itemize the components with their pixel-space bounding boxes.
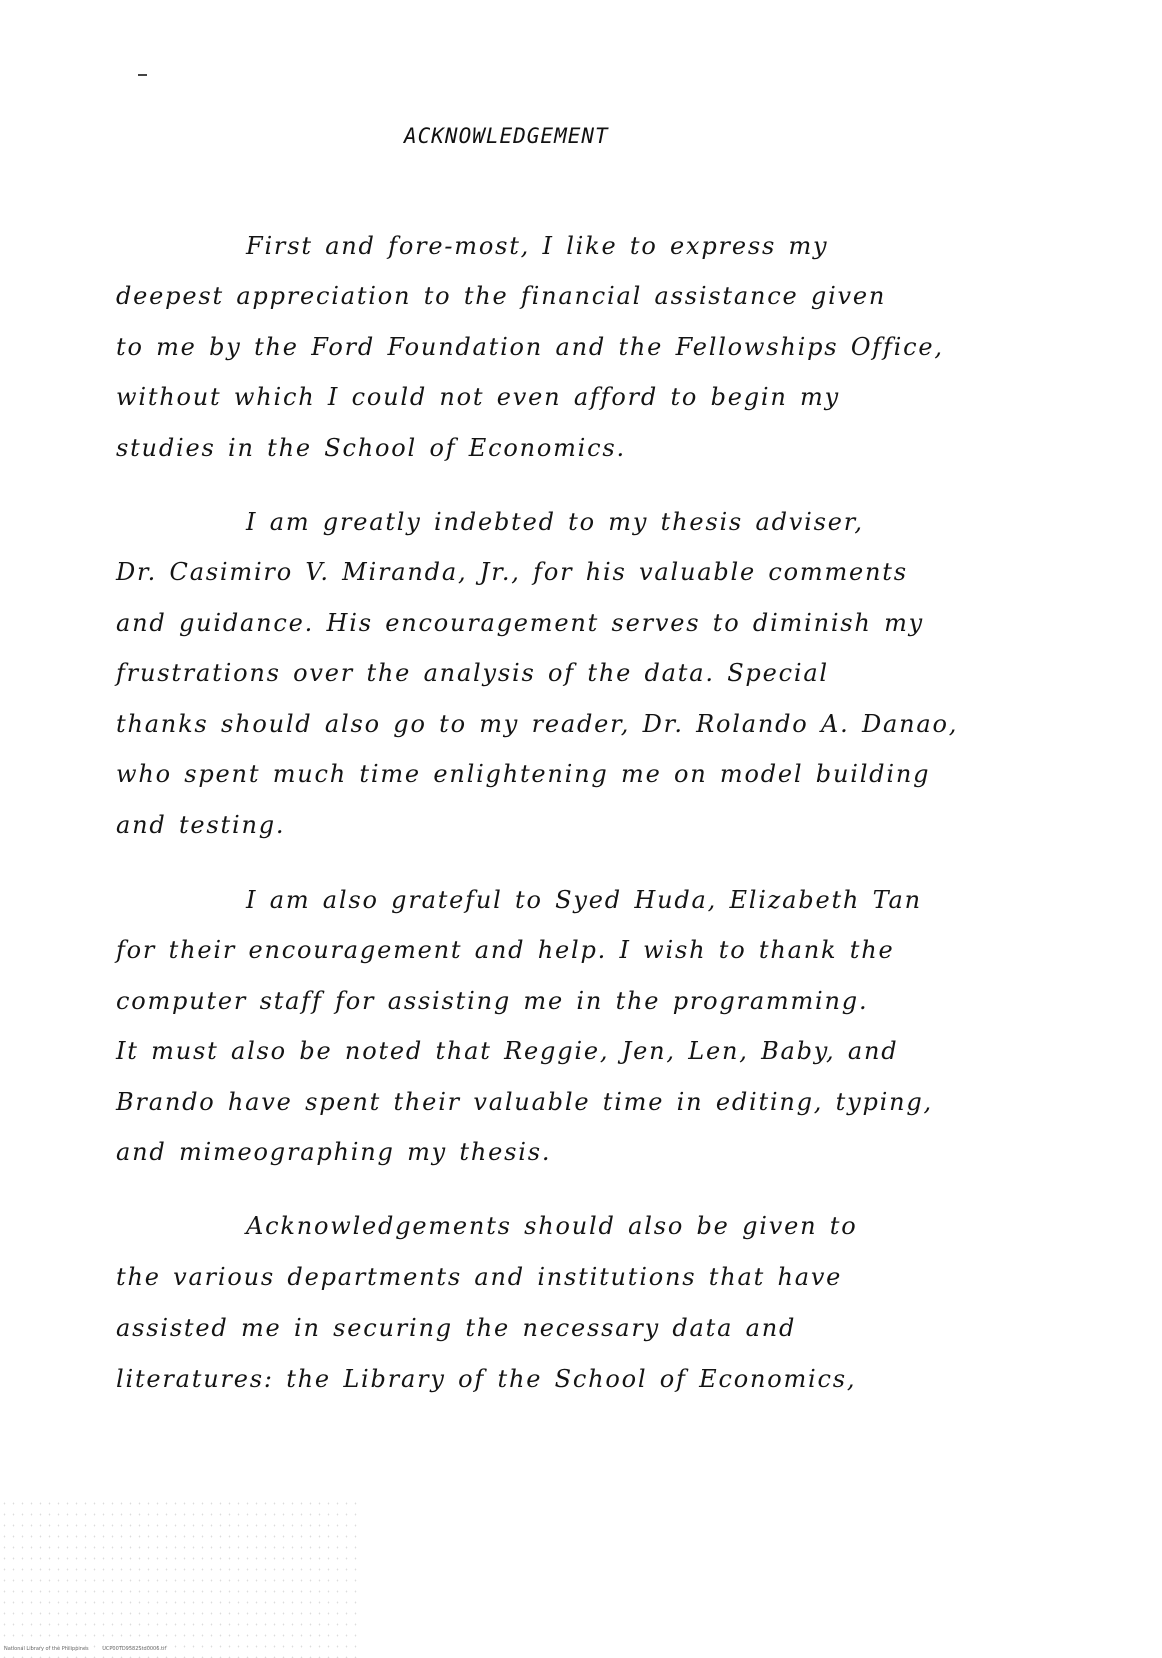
paragraph-1-line-4: without which I could not even afford to begin my bbox=[116, 383, 840, 411]
paragraph-2-line-2: Dr. Casimiro V. Miranda, Jr., for his valuable comments bbox=[116, 558, 908, 586]
paragraph-3-line-3: computer staff for assisting me in the programming. bbox=[116, 987, 869, 1015]
paragraph-2-line-5: thanks should also go to my reader, Dr. Rolando A. Danao, bbox=[116, 710, 959, 738]
paragraph-4-line-4: literatures: the Library of the School of Economics, bbox=[116, 1365, 857, 1393]
paragraph-3-line-4: It must also be noted that Reggie, Jen, Len, Baby, and bbox=[116, 1037, 899, 1065]
footer-file-id: UCP00TD9582Std0006.tif bbox=[102, 1646, 167, 1652]
paragraph-3-line-2: for their encouragement and help. I wish to thank the bbox=[116, 936, 895, 964]
scan-footer bbox=[4, 1646, 178, 1652]
page-title: ACKNOWLEDGEMENT bbox=[404, 124, 609, 148]
footer-library: National Library of the Philippines bbox=[4, 1646, 89, 1652]
paragraph-4-line-1: Acknowledgements should also be given to bbox=[246, 1212, 858, 1240]
paragraph-2-line-7: and testing. bbox=[116, 811, 286, 839]
paragraph-3-line-1: I am also grateful to Syed Huda, Elizabeth Tan bbox=[246, 886, 922, 914]
paragraph-2-line-4: frustrations over the analysis of the data. Special bbox=[116, 659, 829, 687]
paragraph-4-line-2: the various departments and institutions that have bbox=[116, 1263, 843, 1291]
paragraph-3-line-6: and mimeographing my thesis. bbox=[116, 1138, 552, 1166]
paragraph-2-line-1: I am greatly indebted to my thesis adviser, bbox=[246, 508, 864, 536]
scan-noise bbox=[0, 1498, 360, 1658]
paragraph-3-line-5: Brando have spent their valuable time in editing, typing, bbox=[116, 1088, 933, 1116]
paragraph-4-line-3: assisted me in securing the necessary data and bbox=[116, 1314, 797, 1342]
scan-speck bbox=[138, 74, 147, 76]
paragraph-1-line-3: to me by the Ford Foundation and the Fellowships Office, bbox=[116, 333, 944, 361]
paragraph-1-line-2: deepest appreciation to the financial assistance given bbox=[116, 282, 887, 310]
paragraph-1-line-1: First and fore-most, I like to express my bbox=[246, 232, 829, 260]
paragraph-2-line-3: and guidance. His encouragement serves to diminish my bbox=[116, 609, 925, 637]
paragraph-1-line-5: studies in the School of Economics. bbox=[116, 434, 626, 462]
paragraph-2-line-6: who spent much time enlightening me on model building bbox=[116, 760, 931, 788]
